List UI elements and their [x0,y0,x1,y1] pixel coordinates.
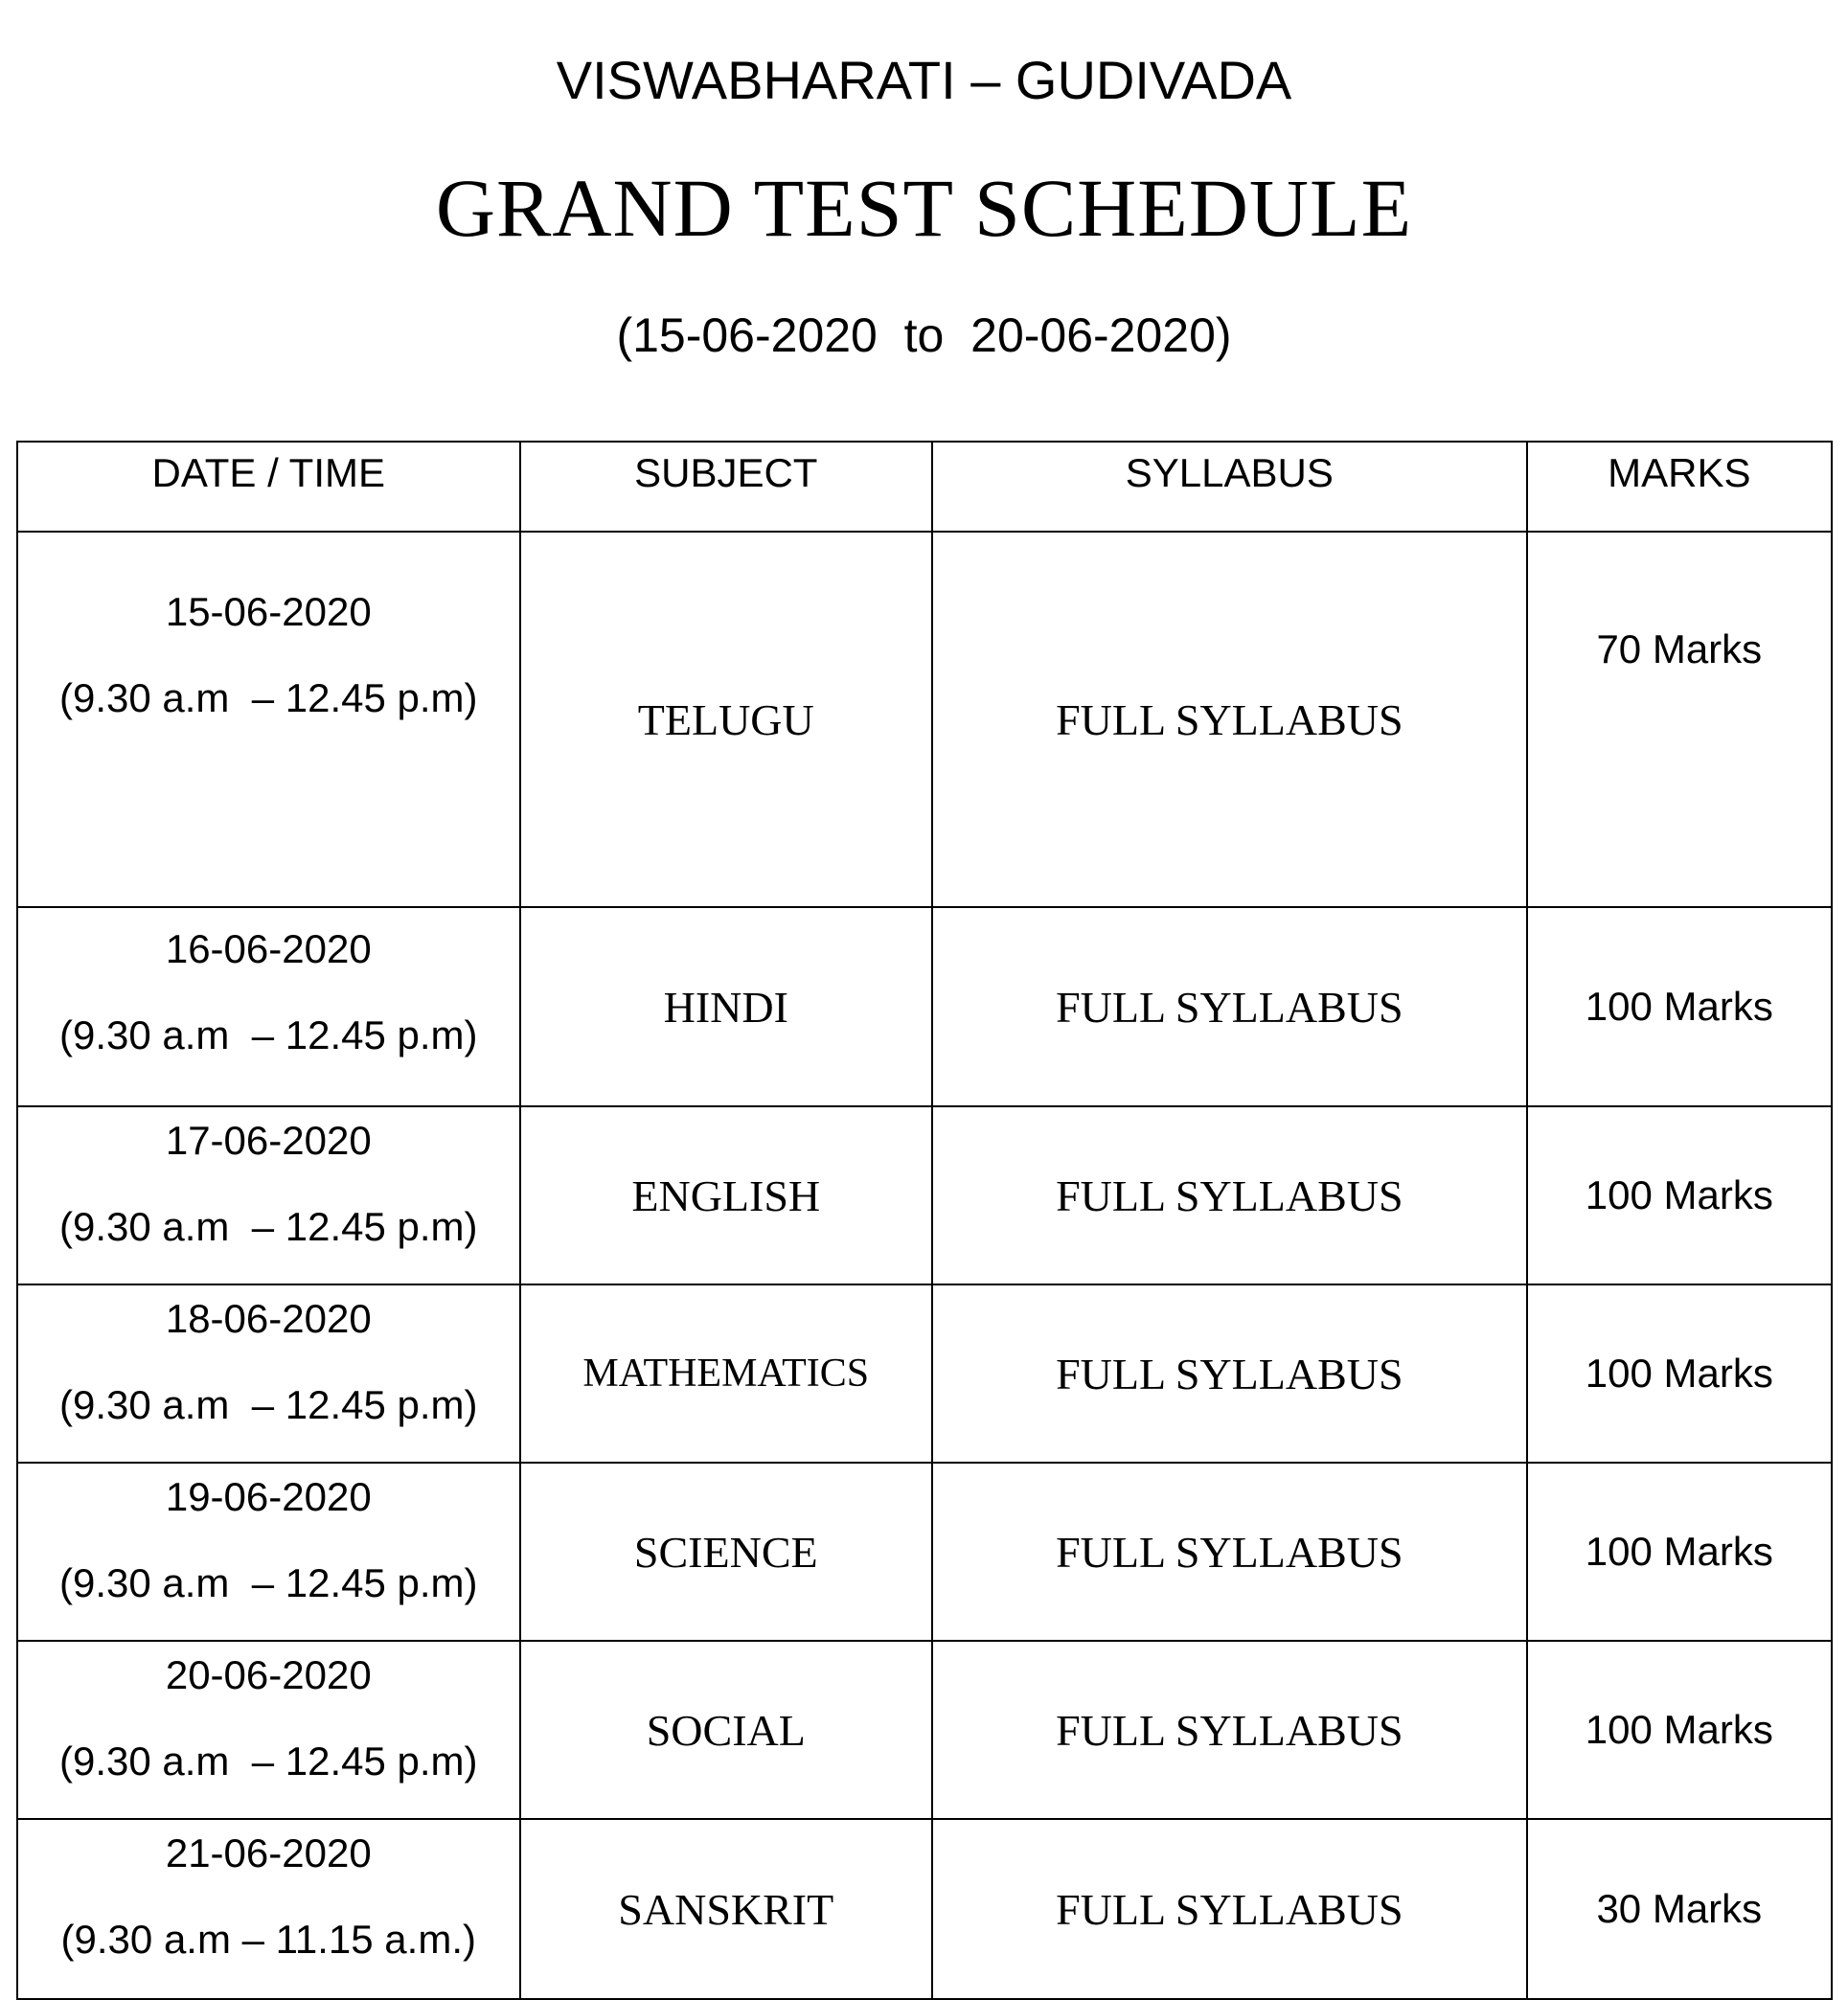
table-row [17,1106,1832,1284]
exam-time: (9.30 a.m – 12.45 p.m) [58,675,478,720]
marks-cell: 70 Marks [1527,532,1832,907]
page-title: GRAND TEST SCHEDULE [435,162,1413,254]
subject-cell: ENGLISH [520,1106,932,1284]
date-time-cell [17,532,520,907]
exam-time: (9.30 a.m – 12.45 p.m) [58,1382,478,1427]
subject-cell: HINDI [520,907,932,1106]
subject-cell: SANSKRIT [520,1819,932,1999]
table-row [17,1284,1832,1463]
schedule-table [16,441,1833,2000]
marks-cell: 100 Marks [1527,907,1832,1106]
subject-cell: MATHEMATICS [520,1284,932,1463]
date-time-cell [17,1819,520,1999]
exam-date: 20-06-2020 [165,1652,372,1697]
header-row [17,442,1832,532]
exam-time: (9.30 a.m – 11.15 a.m.) [60,1917,476,1962]
syllabus-cell: FULL SYLLABUS [932,907,1527,1106]
table-row [17,532,1832,907]
date-time-cell [17,1106,520,1284]
date-time-cell [17,1284,520,1463]
syllabus-cell: FULL SYLLABUS [932,1819,1527,1999]
exam-date: 19-06-2020 [165,1474,372,1519]
table-header [17,442,1832,532]
institution-name: VISWABHARATI – GUDIVADA [556,50,1292,110]
table-row [17,907,1832,1106]
exam-date: 17-06-2020 [165,1118,372,1163]
date-time-cell [17,907,520,1106]
date-time-cell [17,1641,520,1819]
subject-cell: SCIENCE [520,1463,932,1641]
table-row [17,1463,1832,1641]
marks-cell: 30 Marks [1527,1819,1832,1999]
exam-time: (9.30 a.m – 12.45 p.m) [58,1560,478,1605]
exam-date: 15-06-2020 [165,589,372,634]
column-header-syllabus: SYLLABUS [932,442,1527,532]
syllabus-cell: FULL SYLLABUS [932,532,1527,907]
marks-cell: 100 Marks [1527,1463,1832,1641]
exam-time: (9.30 a.m – 12.45 p.m) [58,1012,478,1057]
exam-date: 16-06-2020 [165,926,372,971]
table-row [17,1819,1832,1999]
table-row [17,1641,1832,1819]
column-header-date-time: DATE / TIME [17,442,520,532]
exam-time: (9.30 a.m – 12.45 p.m) [58,1204,478,1249]
column-header-marks: MARKS [1527,442,1832,532]
subject-cell: SOCIAL [520,1641,932,1819]
syllabus-cell: FULL SYLLABUS [932,1106,1527,1284]
syllabus-cell: FULL SYLLABUS [932,1463,1527,1641]
exam-date: 18-06-2020 [165,1296,372,1341]
marks-cell: 100 Marks [1527,1641,1832,1819]
marks-cell: 100 Marks [1527,1284,1832,1463]
date-time-cell [17,1463,520,1641]
column-header-subject: SUBJECT [520,442,932,532]
exam-time: (9.30 a.m – 12.45 p.m) [58,1739,478,1784]
syllabus-cell: FULL SYLLABUS [932,1284,1527,1463]
marks-cell: 100 Marks [1527,1106,1832,1284]
table-body [17,532,1832,1999]
exam-date: 21-06-2020 [165,1830,372,1875]
subject-cell: TELUGU [520,532,932,907]
syllabus-cell: FULL SYLLABUS [932,1641,1527,1819]
schedule-period: (15-06-2020 to 20-06-2020) [616,308,1232,362]
